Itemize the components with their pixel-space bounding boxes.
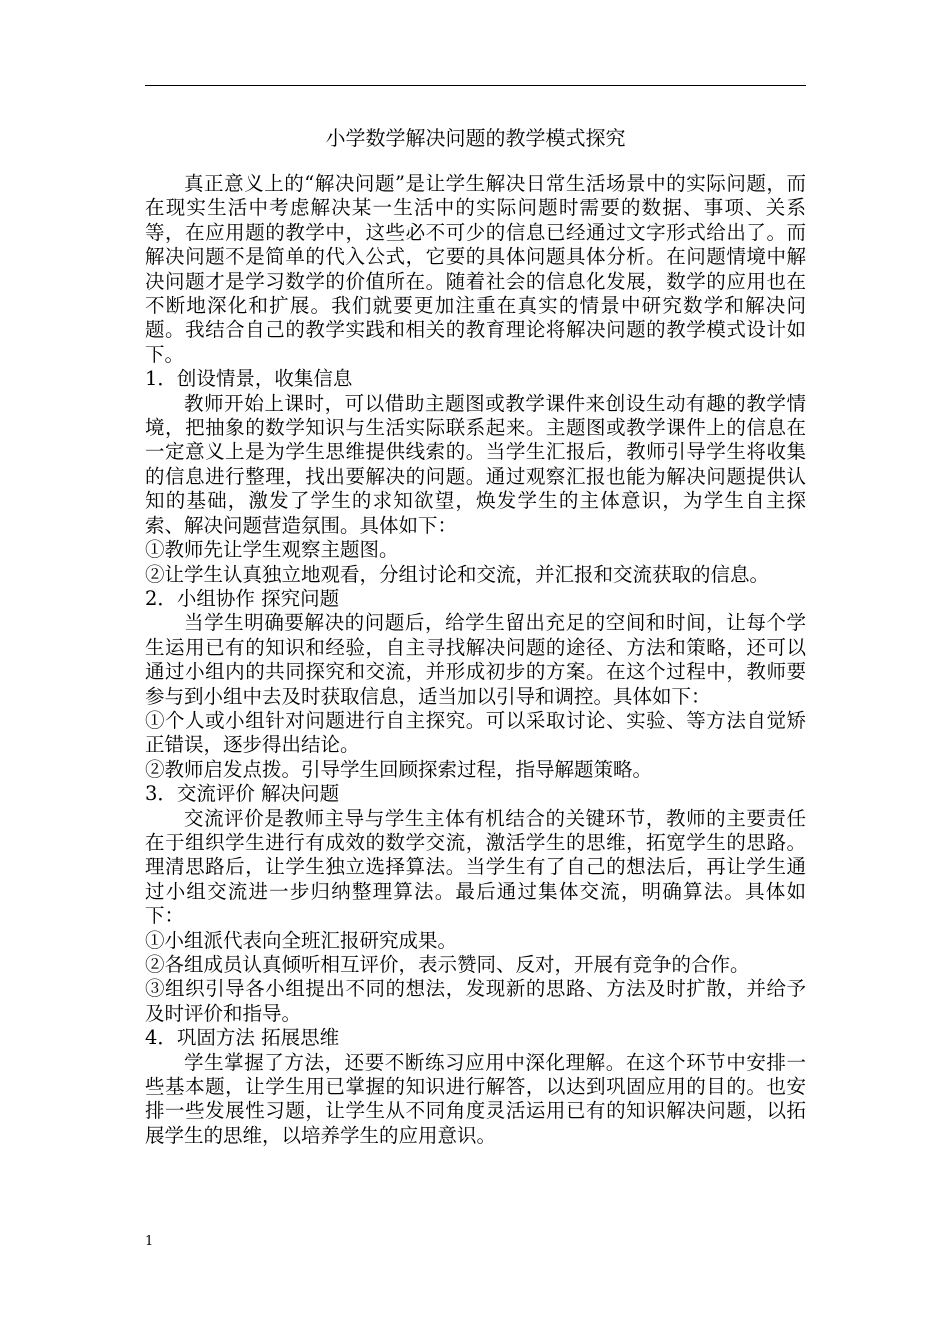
list-item: ③组织引导各小组提出不同的想法，发现新的思路、方法及时扩散，并给予及时评价和指导。 (145, 977, 806, 1025)
section-paragraph: 当学生明确要解决的问题后，给学生留出充足的空间和时间，让每个学生运用已有的知识和经验，自主寻找解决问题的途径、方法和策略，还可以通过小组内的共同探究和交流，并形成初步的方案。在这个过程中，教师要参与到小组中去及时获取信息，适当加以引导和调控。具体如下： (145, 611, 806, 708)
list-item: ①教师先让学生观察主题图。 (145, 538, 399, 562)
list-item: ①小组派代表向全班汇报研究成果。 (145, 928, 458, 952)
document-title: 小学数学解决问题的教学模式探究 (325, 126, 626, 150)
list-item: ②教师启发点拨。引导学生回顾探索过程，指导解题策略。 (145, 757, 653, 781)
section-heading: 3．交流评价 解决问题 (145, 782, 340, 806)
section-heading: 4．巩固方法 拓展思维 (145, 1026, 340, 1050)
list-item: ②各组成员认真倾听相互评价，表示赞同、反对，开展有竞争的合作。 (145, 953, 750, 976)
section-heading: 1．创设情景，收集信息 (145, 367, 353, 391)
section-paragraph: 学生掌握了方法，还要不断练习应用中深化理解。在这个环节中安排一些基本题，让学生用已掌握的知识进行解答，以达到巩固应用的目的。也安排一些发展性习题，让学生从不同角度灵活运用已有的知识解决问题，以拓展学生的思维，以培养学生的应用意识。 (145, 1050, 806, 1147)
header-rule (145, 85, 806, 86)
page-number: 1 (145, 1234, 154, 1249)
section-heading: 2．小组协作 探究问题 (145, 586, 340, 610)
section-paragraph: 教师开始上课时，可以借助主题图或教学课件来创设生动有趣的教学情境，把抽象的数学知识与生活实际联系起来。主题图或教学课件上的信息在一定意义上是为学生思维提供线索的。当学生汇报后，教师引导学生将收集的信息进行整理，找出要解决的问题。通过观察汇报也能为解决问题提供认知的基础，激发了学生的求知欲望，焕发学生的主体意识，为学生自主探索、解决问题营造氛围。具体如下： (145, 391, 806, 537)
list-item: ①个人或小组针对问题进行自主探究。可以采取讨论、实验、等方法自觉矫正错误，逐步得出结论。 (145, 708, 806, 757)
list-item: ②让学生认真独立地观看，分组讨论和交流，并汇报和交流获取的信息。 (145, 562, 770, 586)
intro-paragraph: 真正意义上的“解决问题”是让学生解决日常生活场景中的实际问题，而在现实生活中考虑解决某一生活中的实际问题时需要的数据、事项、关系等，在应用题的教学中，这些必不可少的信息已经通过文字形式给出了。而解决问题不是简单的代入公式，它要的具体问题具体分析。在问题情境中解决问题才是学习数学的价值所在。随着社会的信息化发展，数学的应用也在不断地深化和扩展。我们就要更加注重在真实的情景中研究数学和解决问题。我结合自己的教学实践和相关的教育理论将解决问题的教学模式设计如下。 (145, 172, 806, 366)
section-paragraph: 交流评价是教师主导与学生主体有机结合的关键环节，教师的主要责任在于组织学生进行有成效的数学交流，激活学生的思维，拓宽学生的思路。理清思路后，让学生独立选择算法。当学生有了自己的想法后，再让学生通过小组交流进一步归纳整理算法。最后通过集体交流，明确算法。具体如下： (145, 806, 806, 928)
document-body (145, 172, 806, 1148)
